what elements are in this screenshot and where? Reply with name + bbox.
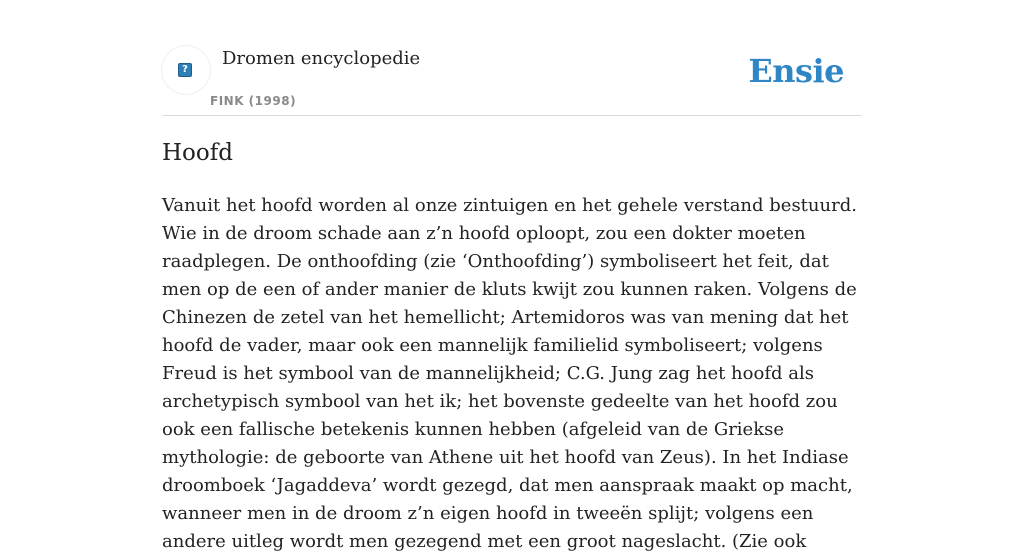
- article-title: Hoofd: [162, 140, 233, 166]
- source-header: [162, 40, 862, 116]
- question-book-icon: ?: [178, 63, 192, 77]
- article-body: Vanuit het hoofd worden al onze zintuigen en het gehele verstand bestuurd. Wie in de droom schade aan z’n hoofd oploopt, zou een dokter moeten raadplegen. De onthoofding (zie ‘Onthoofding’) symboliseert het feit, dat men op de een of ander manier de kluts kwijt zou kunnen raken. Volgens de Chinezen de zetel van het hemellicht; Artemidoros was van mening dat het hoofd de vader, maar ook een mannelijk familielid symboliseert; volgens Freud is het symbool van de mannelijkheid; C.G. Jung zag het hoofd als archetypisch symbool van het ik; het bovenste gedeelte van het hoofd zou ook een fallische betekenis kunnen hebben (afgeleid van de Griekse mythologie: de geboorte van Athene uit het hoofd van Zeus). In het Indiase droomboek ‘Jagaddeva’ wordt gezegd, dat men aanspraak maakt op macht, wanneer men in de droom z’n eigen hoofd in tweeën splijt; volgens een andere uitleg wordt men gezegend met een groot nageslacht. (Zie ook: [162, 195, 857, 552]
- source-title[interactable]: Dromen encyclopedie: [222, 48, 421, 69]
- ensie-logo[interactable]: Ensie: [748, 52, 844, 90]
- source-icon-circle[interactable]: [162, 46, 210, 94]
- source-meta: FINK (1998): [210, 94, 297, 108]
